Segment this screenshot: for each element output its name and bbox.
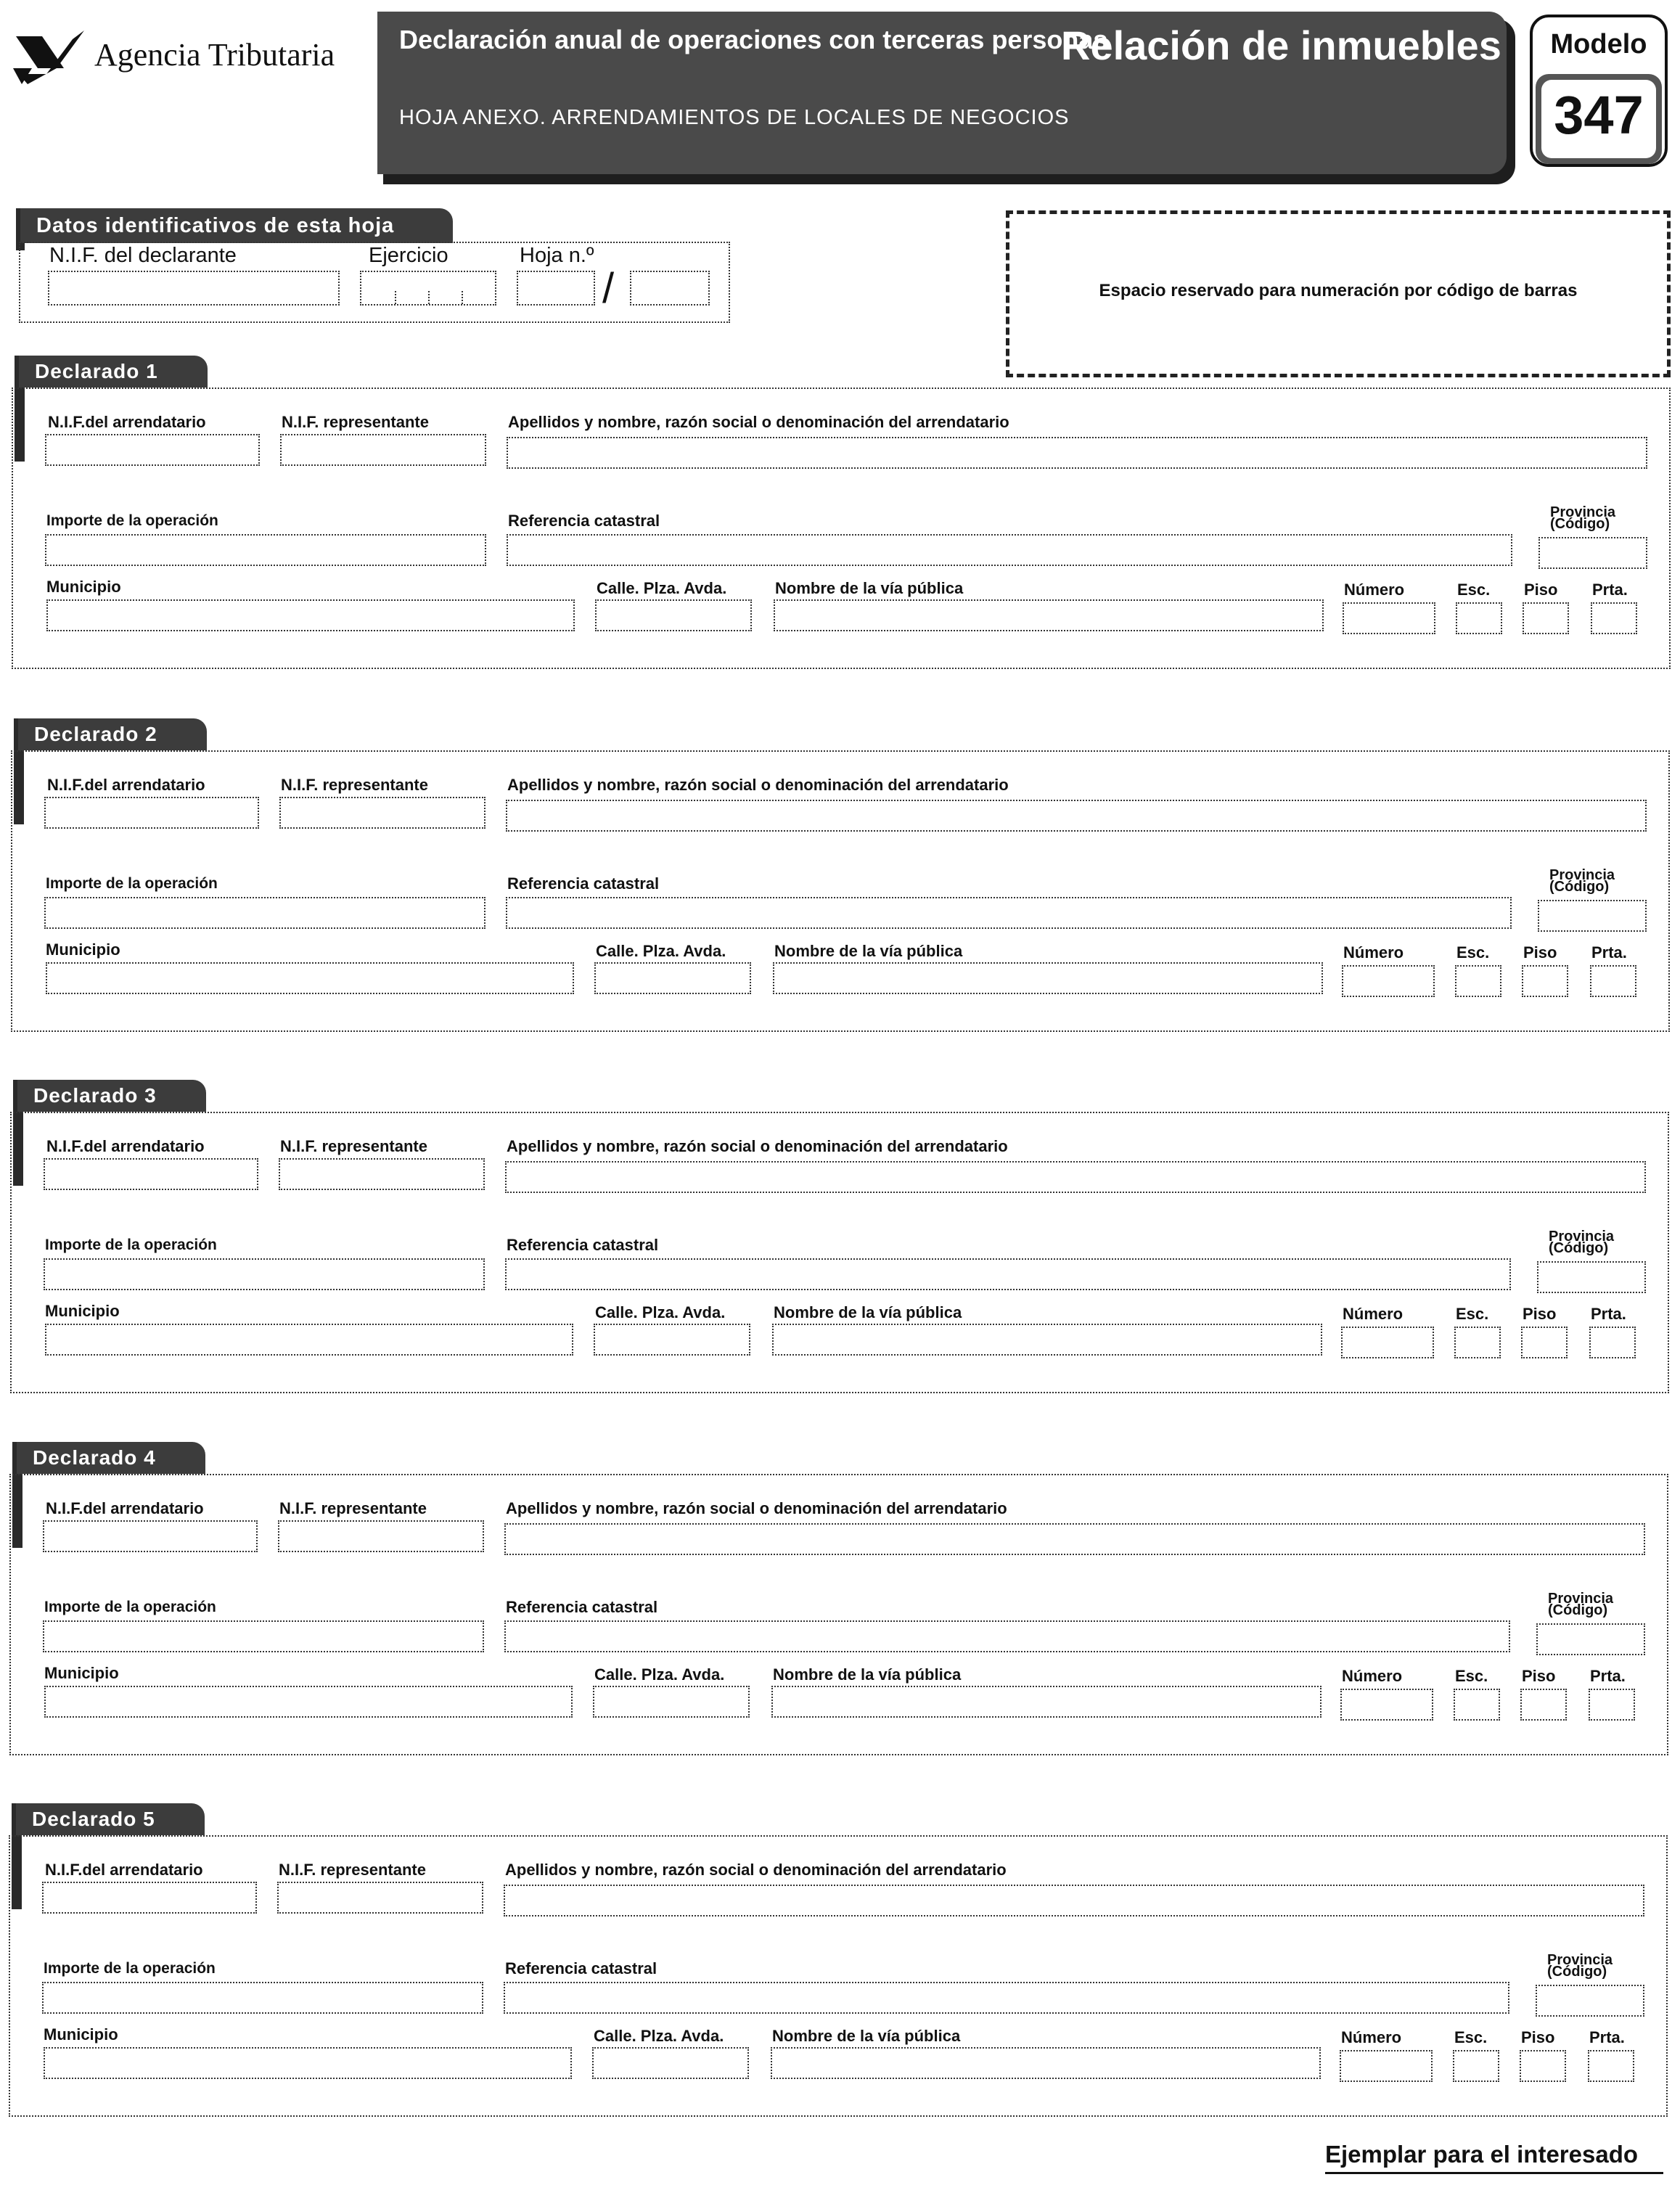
importe-label: Importe de la operación xyxy=(45,1237,217,1253)
nif-arrendatario-label: N.I.F.del arrendatario xyxy=(46,1499,204,1517)
nif-arrendatario-field[interactable] xyxy=(45,434,260,466)
provincia-codigo-label: (Código) xyxy=(1549,1240,1609,1256)
nif-representante-label: N.I.F. representante xyxy=(279,1499,427,1517)
importe-field[interactable] xyxy=(42,1982,483,2014)
importe-field[interactable] xyxy=(43,1620,484,1652)
esc-field[interactable] xyxy=(1453,2050,1499,2082)
nif-arrendatario-field[interactable] xyxy=(44,797,259,829)
hoja-label: Hoja n.º xyxy=(520,244,594,267)
barcode-reserved-text: Espacio reservado para numeración por código de barras xyxy=(1099,281,1578,300)
referencia-catastral-field[interactable] xyxy=(506,897,1512,929)
importe-label: Importe de la operación xyxy=(46,512,218,529)
apellidos-field[interactable] xyxy=(504,1885,1644,1917)
ejercicio-label: Ejercicio xyxy=(369,244,448,267)
referencia-catastral-field[interactable] xyxy=(505,1258,1511,1290)
prta-label: Prta. xyxy=(1591,943,1627,962)
nif-representante-field[interactable] xyxy=(279,1158,485,1190)
nif-representante-label: N.I.F. representante xyxy=(282,413,429,431)
referencia-catastral-field[interactable] xyxy=(504,1620,1510,1652)
referencia-catastral-field[interactable] xyxy=(507,534,1512,566)
referencia-catastral-label: Referencia catastral xyxy=(506,1598,658,1616)
hoja-number-field[interactable] xyxy=(517,271,595,306)
nif-arrendatario-field[interactable] xyxy=(44,1158,258,1190)
municipio-field[interactable] xyxy=(44,1686,573,1718)
importe-field[interactable] xyxy=(44,1258,485,1290)
nif-representante-field[interactable] xyxy=(278,1520,484,1552)
prta-field[interactable] xyxy=(1590,965,1636,997)
calle-label: Calle. Plza. Avda. xyxy=(594,2027,724,2045)
esc-label: Esc. xyxy=(1455,1667,1488,1685)
apellidos-label: Apellidos y nombre, razón social o denominación del arrendatario xyxy=(507,776,1009,794)
provincia-codigo-label: (Código) xyxy=(1549,879,1610,895)
declarado-3-tab: Declarado 3 xyxy=(17,1080,206,1112)
municipio-label: Municipio xyxy=(46,578,121,596)
nif-arrendatario-field[interactable] xyxy=(42,1882,257,1914)
piso-field[interactable] xyxy=(1520,2050,1566,2082)
provincia-label: Provincia xyxy=(1549,1229,1615,1245)
nif-representante-label: N.I.F. representante xyxy=(281,776,428,794)
municipio-field[interactable] xyxy=(45,1324,573,1356)
calle-field[interactable] xyxy=(593,1686,750,1718)
calle-label: Calle. Plza. Avda. xyxy=(594,1665,725,1684)
prta-field[interactable] xyxy=(1591,602,1637,634)
prta-label: Prta. xyxy=(1591,1305,1626,1323)
calle-field[interactable] xyxy=(594,962,751,994)
nombre-via-label: Nombre de la vía pública xyxy=(773,1665,962,1684)
nif-representante-field[interactable] xyxy=(277,1882,483,1914)
importe-label: Importe de la operación xyxy=(46,875,218,892)
provincia-codigo-label: (Código) xyxy=(1550,516,1610,532)
numero-label: Número xyxy=(1343,1305,1404,1323)
apellidos-field[interactable] xyxy=(507,437,1647,469)
apellidos-field[interactable] xyxy=(506,800,1647,832)
municipio-label: Municipio xyxy=(44,2025,118,2043)
numero-label: Número xyxy=(1342,1667,1403,1685)
numero-label: Número xyxy=(1344,581,1405,599)
provincia-codigo-field[interactable] xyxy=(1537,1261,1646,1293)
prta-field[interactable] xyxy=(1589,1327,1636,1358)
ejercicio-field[interactable] xyxy=(360,271,496,306)
provincia-codigo-label: (Código) xyxy=(1548,1602,1608,1618)
apellidos-field[interactable] xyxy=(504,1523,1645,1555)
agency-logo xyxy=(13,23,390,89)
prta-label: Prta. xyxy=(1590,1667,1626,1685)
prta-field[interactable] xyxy=(1588,2050,1634,2082)
piso-field[interactable] xyxy=(1521,1327,1568,1358)
nif-declarante-field[interactable] xyxy=(48,271,340,306)
barcode-reserved-area xyxy=(1006,210,1671,377)
nif-representante-label: N.I.F. representante xyxy=(279,1861,426,1879)
piso-label: Piso xyxy=(1524,581,1558,599)
modelo-number-panel xyxy=(1536,74,1662,164)
modelo-number: 347 xyxy=(1554,85,1644,145)
provincia-codigo-field[interactable] xyxy=(1538,537,1647,569)
esc-label: Esc. xyxy=(1456,943,1490,962)
importe-field[interactable] xyxy=(45,534,486,566)
referencia-catastral-label: Referencia catastral xyxy=(505,1959,657,1977)
piso-field[interactable] xyxy=(1522,965,1568,997)
provincia-label: Provincia xyxy=(1548,1591,1614,1607)
referencia-catastral-label: Referencia catastral xyxy=(508,512,660,530)
nombre-via-field[interactable] xyxy=(774,599,1324,631)
referencia-catastral-field[interactable] xyxy=(504,1982,1509,2014)
apellidos-field[interactable] xyxy=(505,1161,1646,1193)
banner-title: Declaración anual de operaciones con terceras personas xyxy=(399,25,1108,54)
esc-field[interactable] xyxy=(1454,1689,1500,1721)
provincia-label: Provincia xyxy=(1550,504,1616,520)
hoja-slash: / xyxy=(602,265,615,312)
provincia-label: Provincia xyxy=(1547,1952,1613,1968)
numero-field[interactable] xyxy=(1342,965,1435,997)
prta-label: Prta. xyxy=(1589,2028,1625,2046)
header-banner xyxy=(377,12,1507,174)
piso-label: Piso xyxy=(1523,1305,1557,1323)
esc-label: Esc. xyxy=(1456,1305,1489,1323)
importe-label: Importe de la operación xyxy=(44,1960,216,1977)
numero-field[interactable] xyxy=(1341,1327,1434,1358)
esc-label: Esc. xyxy=(1457,581,1491,599)
municipio-label: Municipio xyxy=(44,1664,119,1682)
numero-label: Número xyxy=(1343,943,1404,962)
declarado-4-tab: Declarado 4 xyxy=(17,1442,205,1474)
nombre-via-label: Nombre de la vía pública xyxy=(774,942,963,960)
municipio-label: Municipio xyxy=(45,1302,120,1320)
municipio-field[interactable] xyxy=(46,599,575,631)
nif-arrendatario-label: N.I.F.del arrendatario xyxy=(45,1861,203,1879)
nif-representante-field[interactable] xyxy=(280,434,486,466)
piso-label: Piso xyxy=(1522,1667,1556,1685)
footer-underline xyxy=(1325,2172,1663,2174)
nombre-via-field[interactable] xyxy=(771,2047,1321,2079)
nif-representante-field[interactable] xyxy=(279,797,485,829)
calle-label: Calle. Plza. Avda. xyxy=(595,1303,726,1321)
nif-arrendatario-field[interactable] xyxy=(43,1520,258,1552)
nif-arrendatario-label: N.I.F.del arrendatario xyxy=(47,776,205,794)
piso-field[interactable] xyxy=(1523,602,1569,634)
municipio-field[interactable] xyxy=(44,2047,572,2079)
declarado-1-tab: Declarado 1 xyxy=(19,356,208,388)
provincia-codigo-field[interactable] xyxy=(1538,900,1647,932)
numero-field[interactable] xyxy=(1340,2050,1433,2082)
banner-subtitle: HOJA ANEXO. ARRENDAMIENTOS DE LOCALES DE NEGOCIOS xyxy=(399,106,1070,129)
esc-field[interactable] xyxy=(1455,965,1501,997)
numero-field[interactable] xyxy=(1340,1689,1433,1721)
esc-field[interactable] xyxy=(1456,602,1502,634)
modelo-box xyxy=(1530,15,1668,167)
provincia-codigo-field[interactable] xyxy=(1536,1623,1645,1655)
nif-arrendatario-label: N.I.F.del arrendatario xyxy=(48,413,206,431)
apellidos-label: Apellidos y nombre, razón social o denominación del arrendatario xyxy=(507,1137,1008,1155)
provincia-codigo-field[interactable] xyxy=(1536,1985,1644,2017)
nombre-via-label: Nombre de la vía pública xyxy=(772,2027,961,2045)
apellidos-label: Apellidos y nombre, razón social o denominación del arrendatario xyxy=(506,1499,1007,1517)
declarado-5-tab: Declarado 5 xyxy=(16,1803,205,1835)
nombre-via-field[interactable] xyxy=(773,962,1323,994)
agency-name: Agencia Tributaria xyxy=(94,37,335,73)
numero-field[interactable] xyxy=(1343,602,1435,634)
esc-field[interactable] xyxy=(1454,1327,1501,1358)
piso-label: Piso xyxy=(1523,943,1557,962)
nif-declarante-label: N.I.F. del declarante xyxy=(49,244,237,267)
footer-label: Ejemplar para el interesado xyxy=(1325,2141,1639,2168)
nombre-via-field[interactable] xyxy=(772,1324,1322,1356)
calle-field[interactable] xyxy=(595,599,752,631)
apellidos-label: Apellidos y nombre, razón social o denominación del arrendatario xyxy=(505,1861,1007,1879)
banner-main-title: Relación de inmuebles xyxy=(1061,22,1501,68)
provincia-codigo-label: (Código) xyxy=(1547,1964,1607,1980)
declarado-2-tab: Declarado 2 xyxy=(18,718,207,750)
municipio-label: Municipio xyxy=(46,940,120,959)
calle-field[interactable] xyxy=(594,1324,750,1356)
piso-label: Piso xyxy=(1521,2028,1555,2046)
nombre-via-label: Nombre de la vía pública xyxy=(774,1303,962,1321)
esc-label: Esc. xyxy=(1454,2028,1488,2046)
nombre-via-field[interactable] xyxy=(771,1686,1322,1718)
importe-label: Importe de la operación xyxy=(44,1599,216,1615)
calle-label: Calle. Plza. Avda. xyxy=(597,579,727,597)
provincia-label: Provincia xyxy=(1549,867,1615,883)
apellidos-label: Apellidos y nombre, razón social o denominación del arrendatario xyxy=(508,413,1009,431)
prta-field[interactable] xyxy=(1589,1689,1635,1721)
calle-label: Calle. Plza. Avda. xyxy=(596,942,726,960)
calle-field[interactable] xyxy=(592,2047,749,2079)
importe-field[interactable] xyxy=(44,897,485,929)
nif-representante-label: N.I.F. representante xyxy=(280,1137,427,1155)
nif-arrendatario-label: N.I.F.del arrendatario xyxy=(46,1137,205,1155)
piso-field[interactable] xyxy=(1520,1689,1567,1721)
prta-label: Prta. xyxy=(1592,581,1628,599)
agency-logo-icon xyxy=(13,23,93,89)
referencia-catastral-label: Referencia catastral xyxy=(507,874,660,893)
id-section-tab: Datos identificativos de esta hoja xyxy=(20,208,453,243)
numero-label: Número xyxy=(1341,2028,1402,2046)
hoja-total-field[interactable] xyxy=(630,271,710,306)
modelo-label: Modelo xyxy=(1550,29,1647,60)
nombre-via-label: Nombre de la vía pública xyxy=(775,579,964,597)
referencia-catastral-label: Referencia catastral xyxy=(507,1236,659,1254)
municipio-field[interactable] xyxy=(46,962,574,994)
